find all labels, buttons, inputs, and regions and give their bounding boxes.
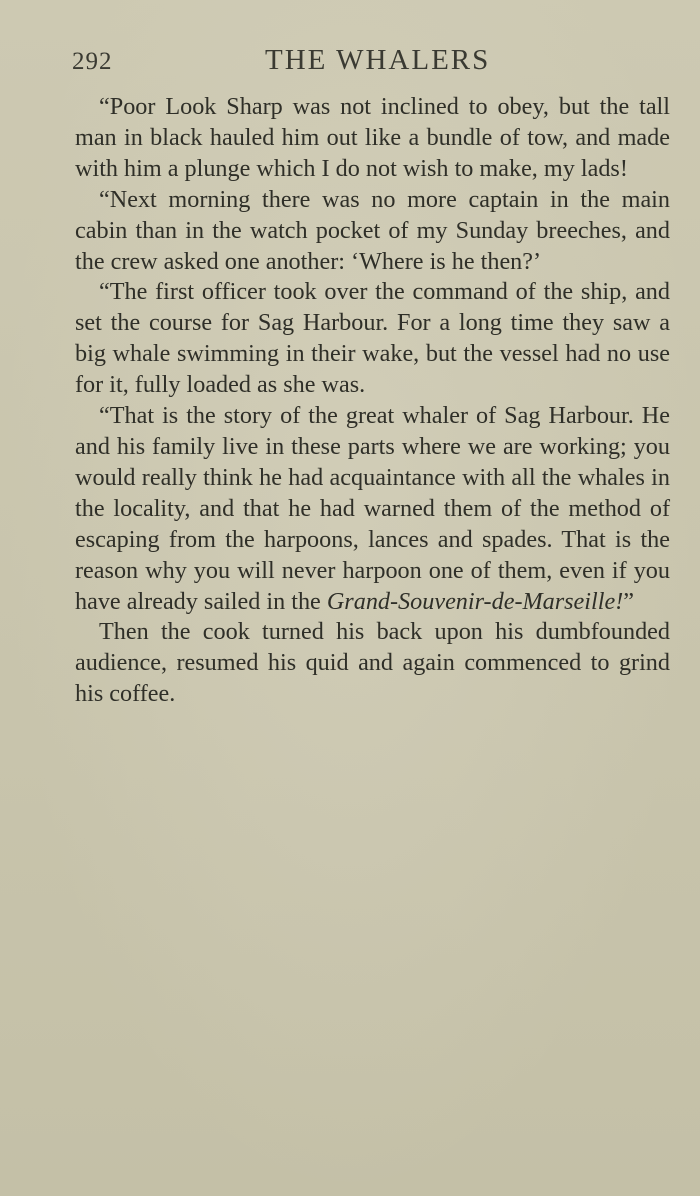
page-header bbox=[0, 44, 700, 84]
paragraph-2: “Next morning there was no more captain in the main cabin than in the watch pocket of my Sunday breeches, and the crew asked one another: ‘Where is he then?’ bbox=[75, 185, 670, 275]
paragraph-4-text: “That is the story of the great whaler of Sag Harbour. He and his family live in these parts where we are working; you would really think he had acquaintance with all the whales in the locality, and that he had warned them of the method of escaping from the harpoons, lances and spades. That is the reason why you will never harpoon one of them, even if you have already sailed in the bbox=[75, 402, 670, 615]
paragraph-5: Then the cook turned his back upon his dumbfounded audience, resumed his quid and again commenced to grind his coffee. bbox=[75, 618, 670, 708]
paragraph-4 bbox=[75, 401, 670, 617]
paragraph-4-closing: ” bbox=[623, 587, 634, 615]
paragraph-1: “Poor Look Sharp was not inclined to obey, but the tall man in black hauled him out like a bundle of tow, and made with him a plunge which I do not wish to make, my lads! bbox=[75, 93, 670, 182]
ship-name: Grand-Souvenir-de-Marseille! bbox=[326, 587, 624, 615]
page-number: 292 bbox=[72, 48, 113, 75]
running-head: THE WHALERS bbox=[265, 44, 491, 76]
paragraph-3: “The first officer took over the command of the ship, and set the course for Sag Harbour. For a long time they saw a big whale swimming in their wake, but the vessel had no use for it, fully loaded as she was. bbox=[75, 278, 670, 399]
body-text bbox=[75, 92, 670, 710]
